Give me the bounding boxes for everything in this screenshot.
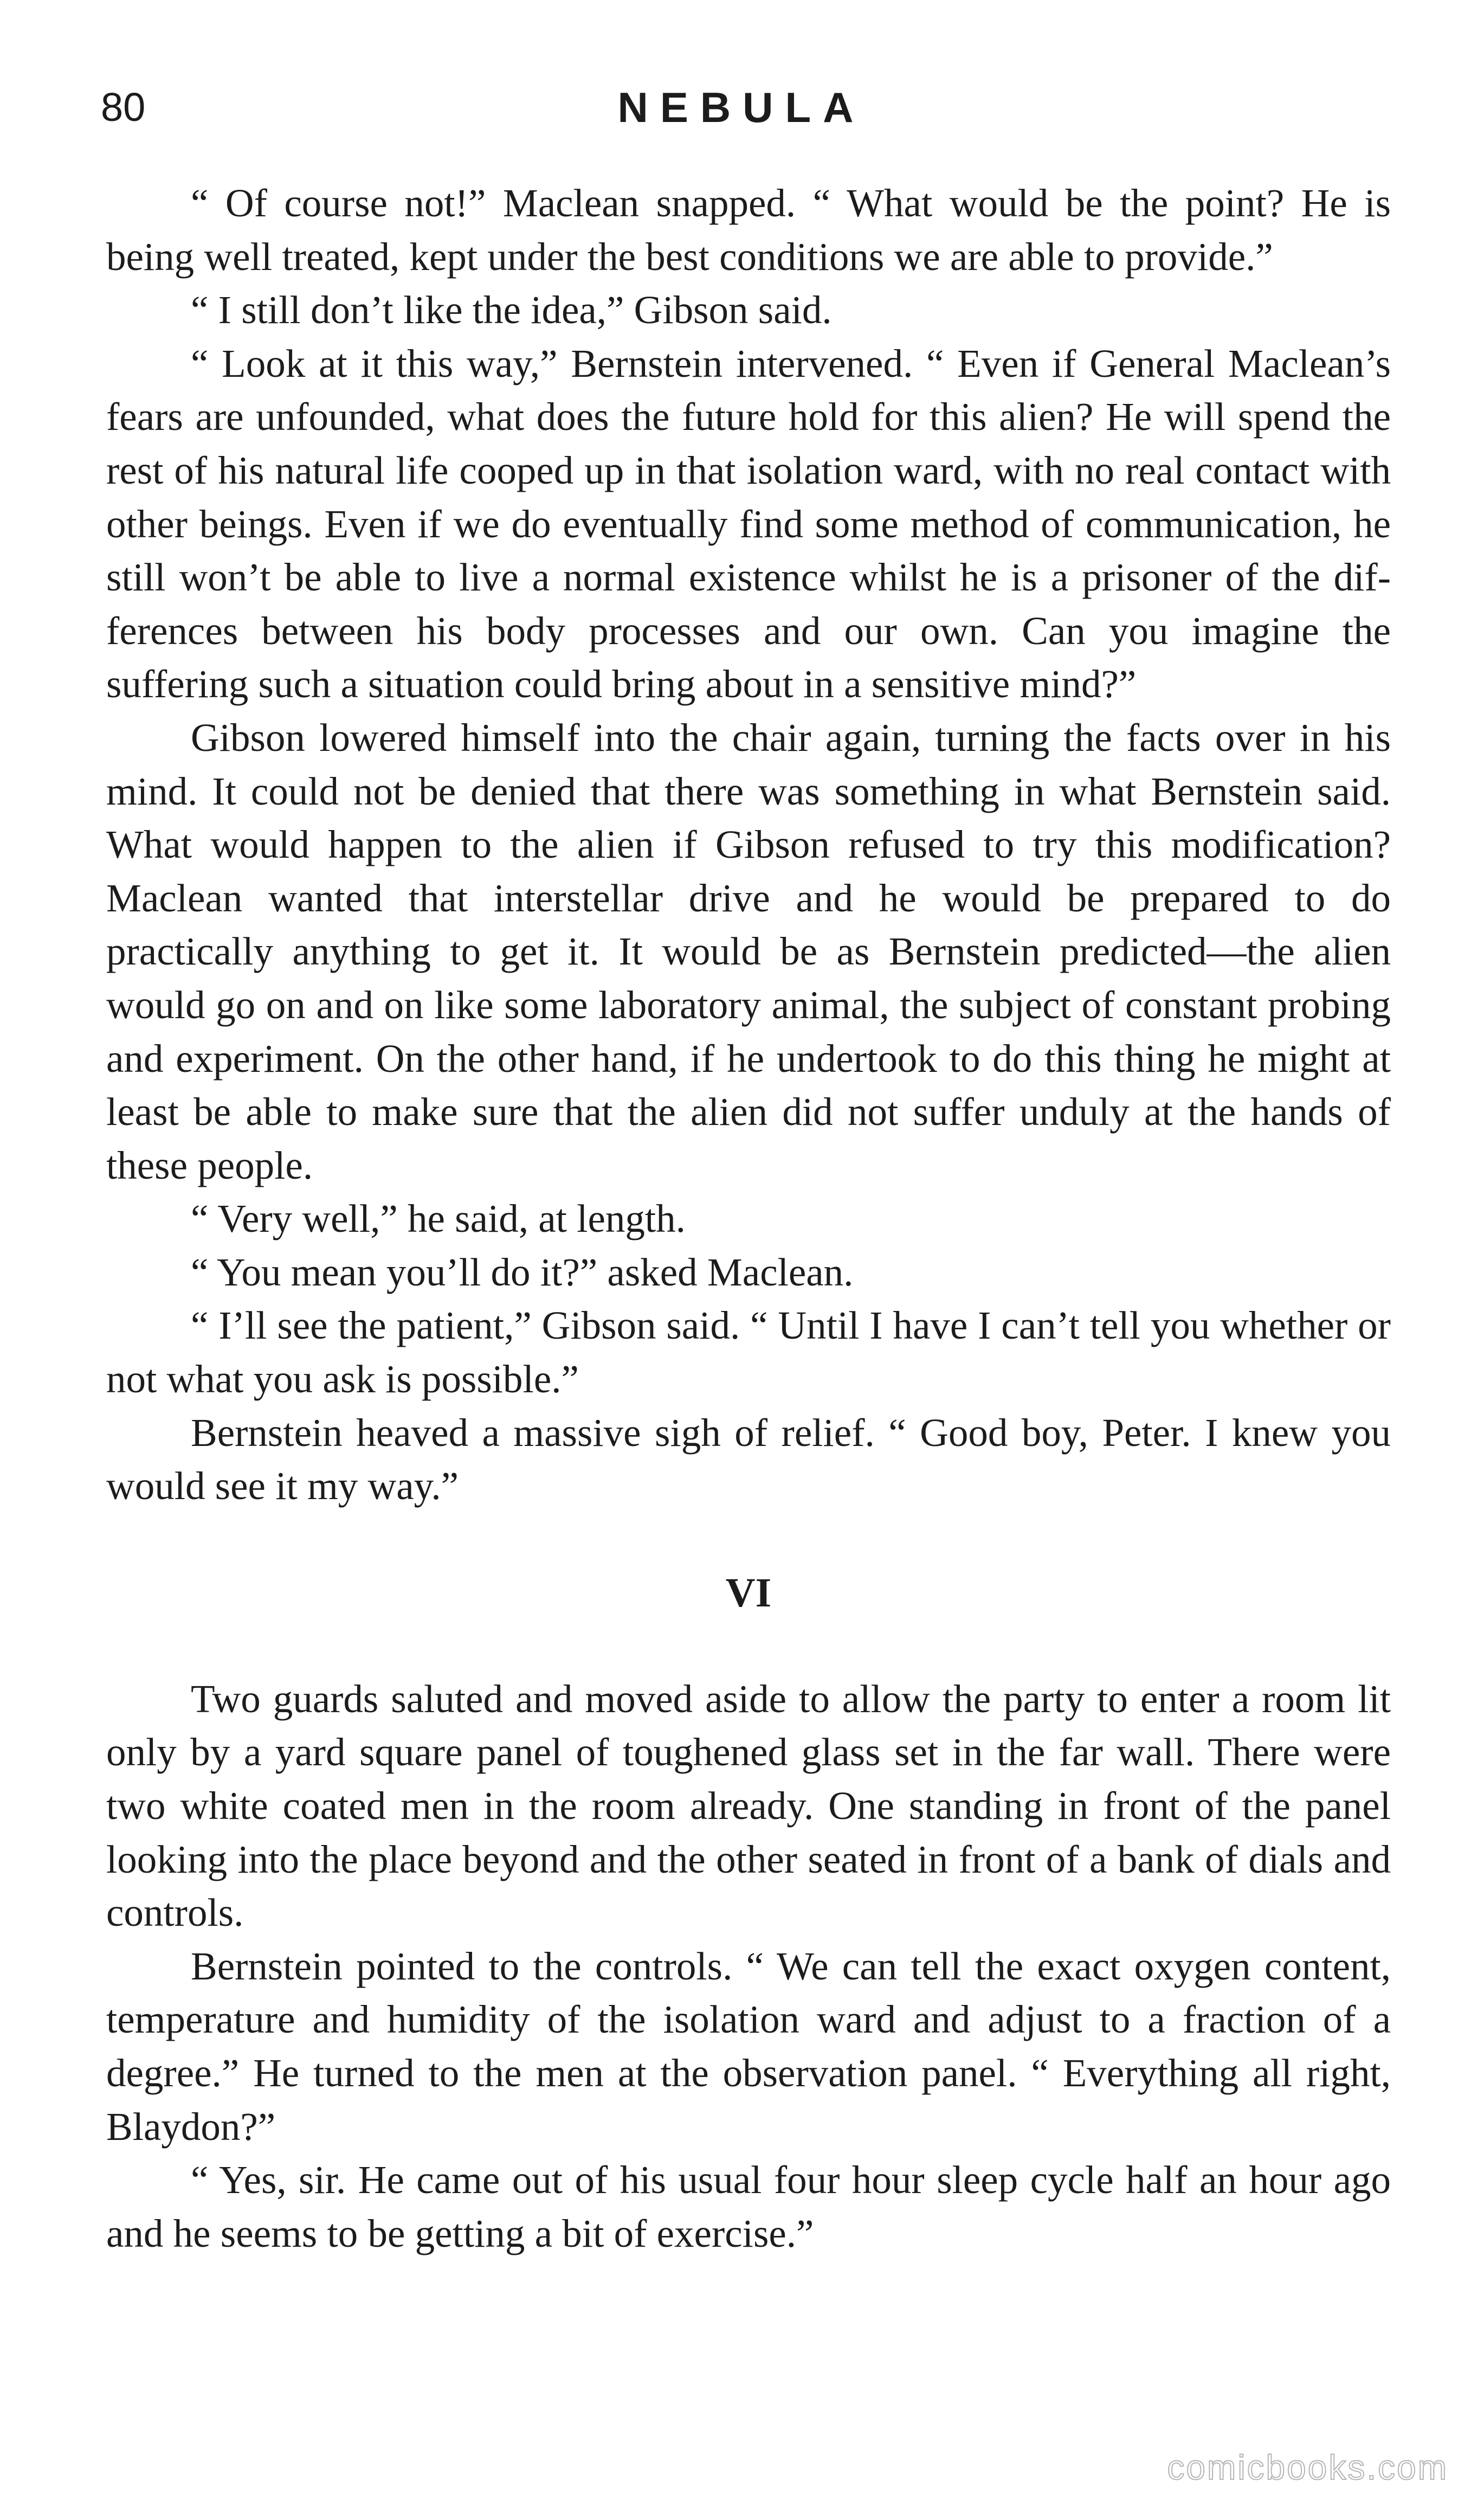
paragraph: “ You mean you’ll do it?” asked Maclean. (191, 1250, 854, 1294)
running-head: NEBULA (617, 83, 866, 131)
paragraph: Two guards saluted and moved aside to allow the party to enter a room lit only by a yard square panel of toughened glass set in the far wall. There were two white coated men in the room already. One standing in front of the panel looking into the place beyond and the other seated in front of a bank of dials and controls. (106, 1676, 1391, 1935)
paragraph: Bernstein pointed to the controls. “ We can tell the exact oxygen content, temperature and humidity of the isolation ward and adjust to a fraction of a degree.” He turned to the men at the observation panel. “ Everything all right, Blaydon?” (106, 1944, 1391, 2149)
section-heading: VI (725, 1570, 772, 1616)
paragraph: “ I’ll see the patient,” Gibson said. “ Until I have I can’t tell you whether or not what you ask is possible.” (106, 1303, 1391, 1402)
paragraph: Bernstein heaved a massive sigh of relief. “ Good boy, Peter. I knew you would see it my way.” (106, 1410, 1391, 1508)
page-number: 80 (101, 85, 146, 130)
text-body (106, 177, 1391, 2260)
paragraph: “ I still don’t like the idea,” Gibson said. (191, 288, 832, 332)
paragraph: Gibson lowered himself into the chair again, turning the facts over in his mind. It could not be denied that there was something in what Bernstein said. What would happen to the alien if Gibson refused to try this modification? Maclean wanted that interstellar drive and he would be prepared to do practically anything to get it. It would be as Bernstein predicted—the alien would go on and on like some laboratory animal, the subject of constant probing and experiment. On the other hand, if he undertook to do this thing he might at least be able to make sure that the alien did not suffer unduly at the hands of these people. (106, 715, 1391, 1187)
watermark: comicbooks.com (1167, 2448, 1448, 2487)
paragraph: “ Of course not!” Maclean snapped. “ What would be the point? He is being well treated, kept under the best conditions we are able to provide.” (106, 181, 1391, 279)
paragraph: “ Look at it this way,” Bernstein intervened. “ Even if General Maclean’s fears are unfounded, what does the future hold for this alien? He will spend the rest of his natural life cooped up in that isolation ward, with no real contact with other beings. Even if we do eventually find some method of communication, he still won’t be able to live a normal existence whilst he is a prisoner of the differences between his body processes and our own. Can you imagine the suffering such a situation could bring about in a sensitive mind?” (106, 341, 1391, 706)
paragraph: “ Very well,” he said, at length. (191, 1197, 686, 1241)
page-header (0, 80, 1471, 145)
paragraph: “ Yes, sir. He came out of his usual four hour sleep cycle half an hour ago and he seems to be getting a bit of exercise.” (106, 2158, 1391, 2255)
